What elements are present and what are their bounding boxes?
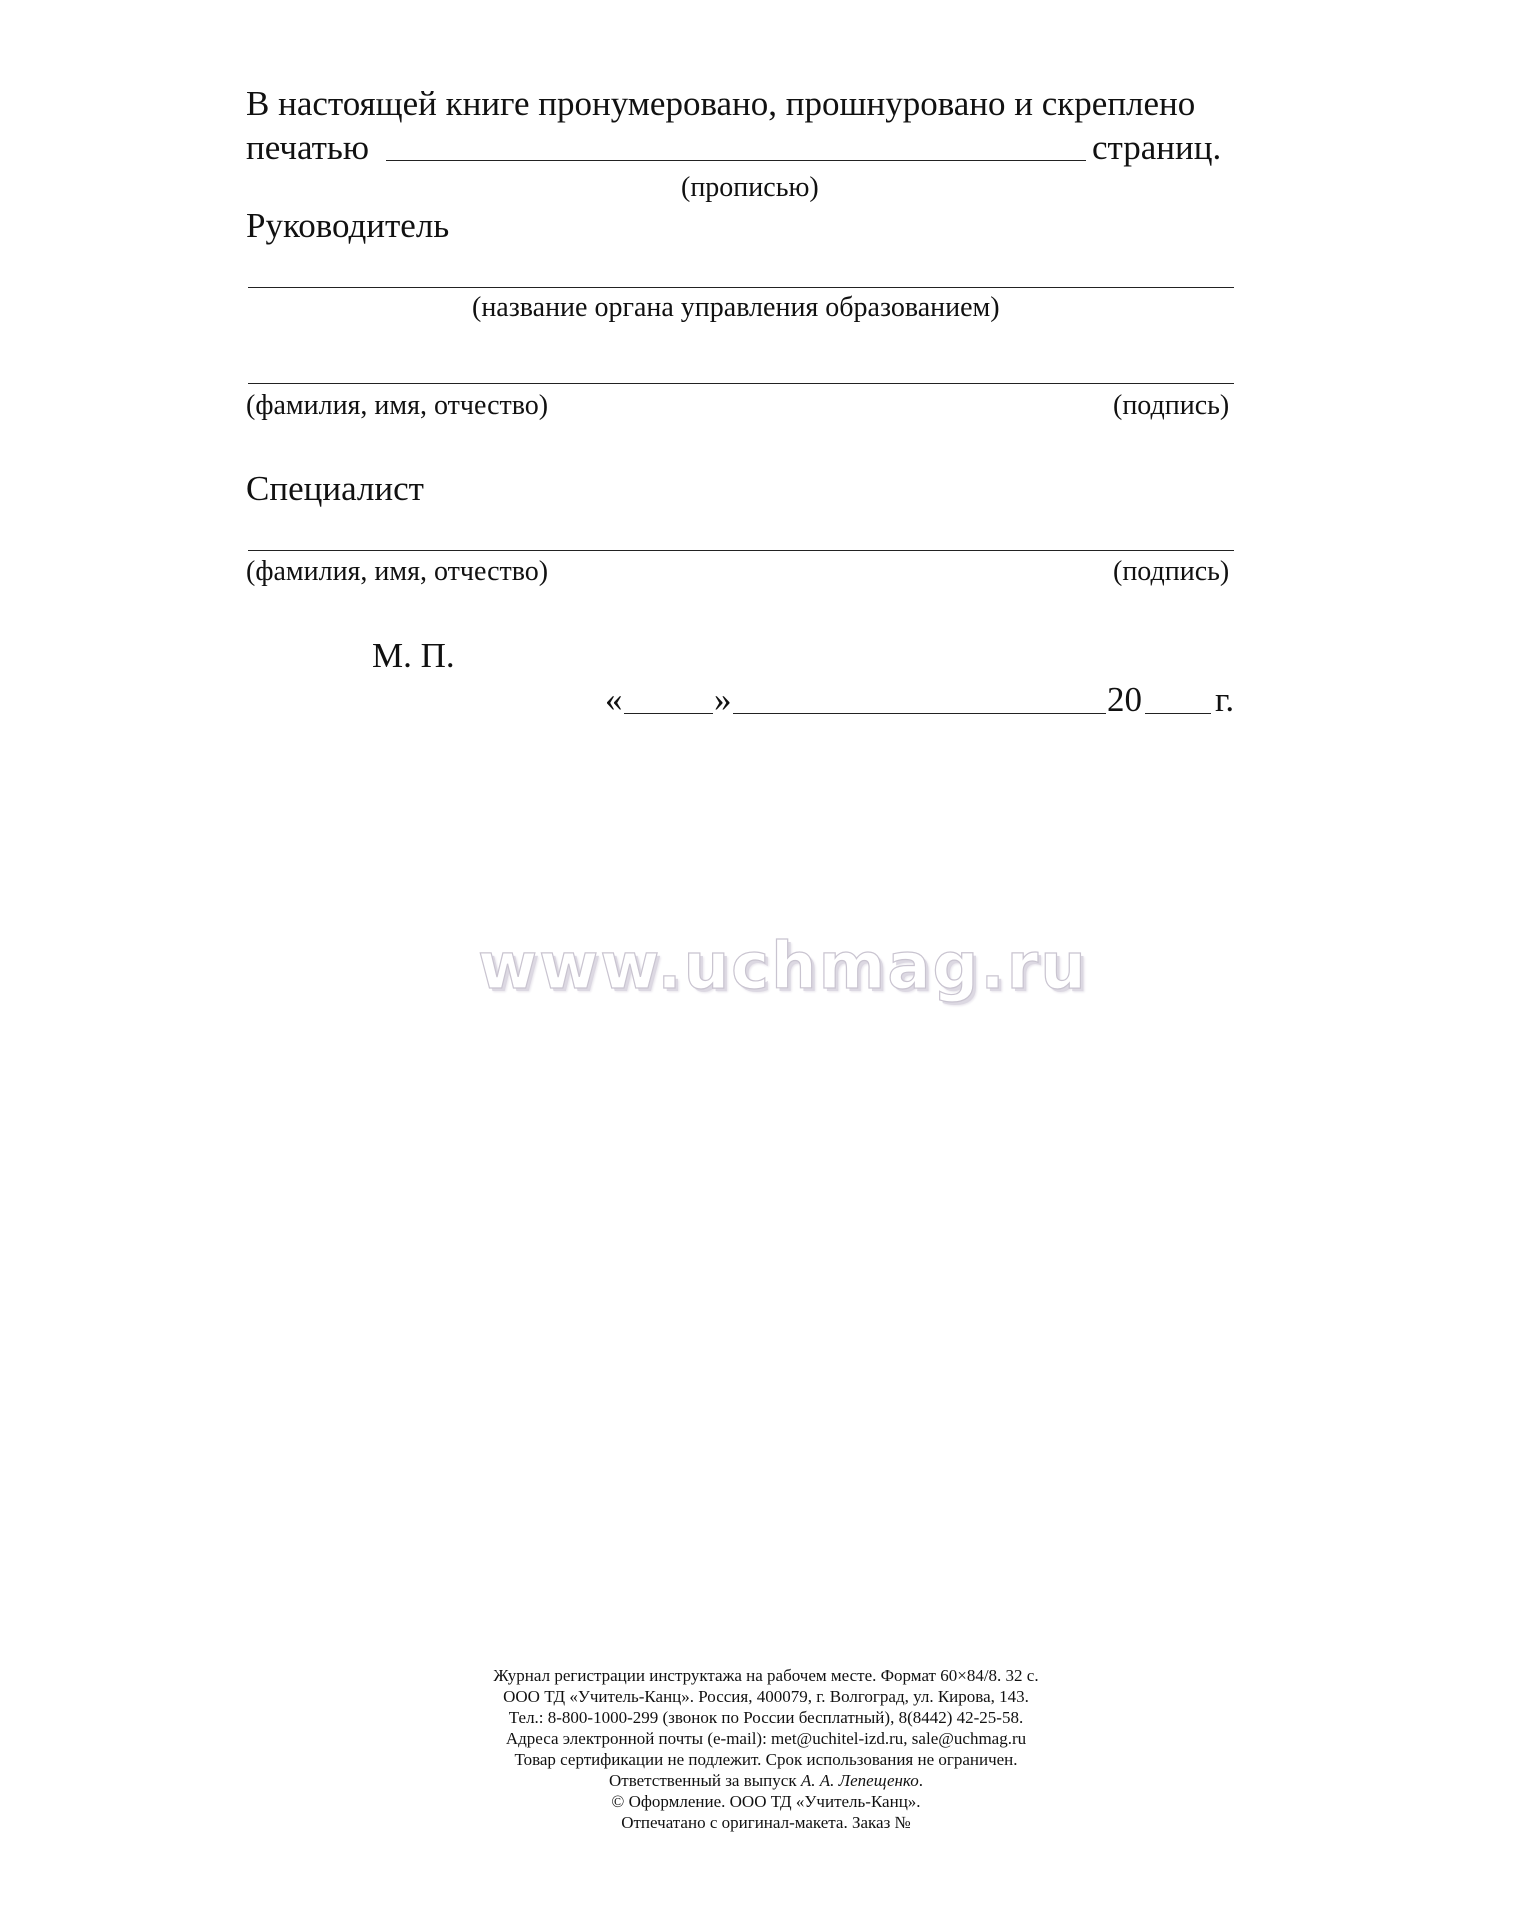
pages-count-blank <box>386 160 1086 161</box>
imprint-responsible-line <box>0 1770 1532 1791</box>
date-year-suffix: г. <box>1215 680 1235 719</box>
imprint-footer <box>0 1665 1532 1833</box>
watermark: www.uchmag.ru <box>478 930 1088 1004</box>
org-name-blank <box>248 287 1234 288</box>
date-open-quote: « <box>605 680 623 719</box>
date-close-quote: » <box>714 680 732 719</box>
date-day-blank <box>624 713 713 714</box>
imprint-line: Адреса электронной почты (e-mail): met@uchitel-izd.ru, sale@uchmag.ru <box>505 1729 1027 1748</box>
specialist-signature-hint: (подпись) <box>1113 556 1230 587</box>
stamp-label: М. П. <box>372 636 455 675</box>
date-year-blank <box>1145 713 1211 714</box>
specialist-name-blank <box>248 550 1234 551</box>
imprint-line: Отпечатано с оригинал-макета. Заказ № <box>621 1813 911 1832</box>
head-name-blank <box>248 383 1234 384</box>
responsible-name: А. А. Лепещенко <box>800 1771 919 1790</box>
date-month-blank <box>733 713 1106 714</box>
head-name-hint: (фамилия, имя, отчество) <box>246 390 549 421</box>
imprint-line: ООО ТД «Учитель-Канц». Россия, 400079, г. Волгоград, ул. Кирова, 143. <box>503 1687 1029 1706</box>
certification-line-1: В настоящей книге пронумеровано, прошнуровано и скреплено <box>246 84 1196 123</box>
head-title: Руководитель <box>246 206 450 245</box>
specialist-name-hint: (фамилия, имя, отчество) <box>246 556 549 587</box>
imprint-line: © Оформление. ООО ТД «Учитель-Канц». <box>611 1792 921 1811</box>
certification-line-2-suffix: страниц. <box>1092 128 1222 167</box>
responsible-prefix: Ответственный за выпуск <box>608 1771 797 1790</box>
certification-line-2-prefix: печатью <box>246 128 370 167</box>
in-words-hint: (прописью) <box>681 172 819 203</box>
specialist-title: Специалист <box>246 469 424 508</box>
imprint-line: Журнал регистрации инструктажа на рабочем месте. Формат 60×84/8. 32 с. <box>493 1666 1039 1685</box>
date-year-prefix: 20 <box>1107 680 1142 719</box>
imprint-line: Тел.: 8-800-1000-299 (звонок по России бесплатный), 8(8442) 42-25-58. <box>508 1708 1024 1727</box>
org-name-hint: (название органа управления образованием) <box>472 292 1000 323</box>
responsible-end: . <box>918 1771 923 1790</box>
imprint-line: Товар сертификации не подлежит. Срок использования не ограничен. <box>514 1750 1018 1769</box>
head-signature-hint: (подпись) <box>1113 390 1230 421</box>
